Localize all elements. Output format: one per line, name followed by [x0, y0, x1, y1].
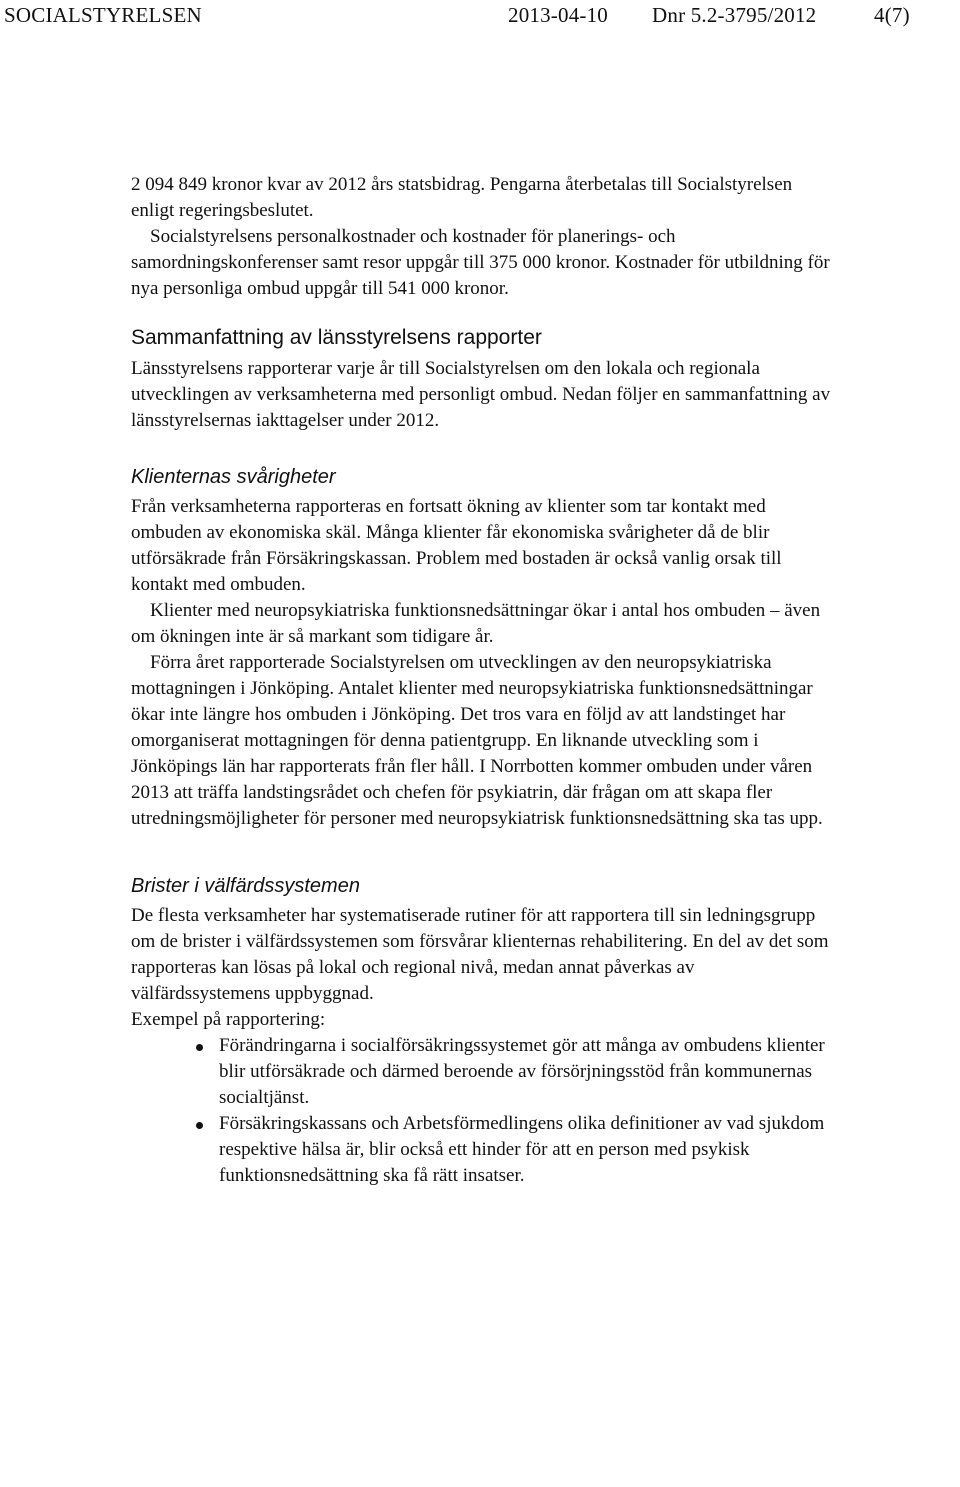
summary-heading: Sammanfattning av länsstyrelsens rapporter [131, 326, 542, 349]
clients-heading: Klienternas svårigheter [131, 466, 336, 488]
list-item-text: Förändringarna i socialförsäkringssystemet gör att många av ombudens klienter blir utförsäkrade och därmed beroende av försörjningsstöd från kommunernas socialtjänst. [219, 1035, 825, 1108]
bullet-icon [196, 1044, 203, 1051]
list-item [131, 1111, 831, 1189]
clients-paragraph-1: Från verksamheterna rapporteras en fortsatt ökning av klienter som tar kontakt med ombuden av ekonomiska skäl. Många klienter får ekonomiska svårigheter då de blir utförsäkrade från Försäkringskassan. Problem med bostaden är också vanlig orsak till kontakt med ombuden. [131, 496, 782, 595]
document-body [131, 172, 831, 1189]
list-item [131, 1033, 831, 1111]
intro-paragraph-1: 2 094 849 kronor kvar av 2012 års statsbidrag. Pengarna återbetalas till Socialstyrelsen enligt regeringsbeslutet. [131, 174, 793, 221]
header-reference-number: Dnr 5.2-3795/2012 [652, 3, 817, 27]
welfare-heading: Brister i välfärdssystemen [131, 875, 360, 897]
examples-list [131, 1033, 831, 1189]
welfare-paragraph: De flesta verksamheter har systematiserade rutiner för att rapportera till sin ledningsgrupp om de brister i välfärdssystemen som försvårar klienternas rehabilitering. En del av det som rapporteras kan lösas på lokal och regional nivå, medan annat påverkas av välfärdssystemens uppbyggnad. [131, 905, 829, 1004]
header-date: 2013-04-10 [508, 3, 608, 27]
examples-label: Exempel på rapportering: [131, 1009, 326, 1030]
clients-paragraph-3: Förra året rapporterade Socialstyrelsen om utvecklingen av den neuropsykiatriska mottagningen i Jönköping. Antalet klienter med neuropsykiatriska funktionsnedsättningar ökar inte längre hos ombuden i Jönköping. Det tros vara en följd av att landstinget har omorganiserat mottagningen för denna patientgrupp. En liknande utveckling som i Jönköpings län har rapporterats från fler håll. I Norrbotten kommer ombuden under våren 2013 att träffa landstingsrådet och chefen för psykiatrin, där frågan om att skapa fler utredningsmöjligheter för personer med neuropsykiatrisk funktionsnedsättning ska tas upp. [131, 652, 823, 829]
summary-paragraph: Länsstyrelsens rapporterar varje år till Socialstyrelsen om den lokala och regionala utvecklingen av verksamheterna med personligt ombud. Nedan följer en sammanfattning av länsstyrelsernas iakttagelser under 2012. [131, 358, 831, 431]
list-item-text: Försäkringskassans och Arbetsförmedlingens olika definitioner av vad sjukdom respektive hälsa är, blir också ett hinder för att en person med psykisk funktionsnedsättning ska få rätt insatser. [219, 1113, 825, 1186]
intro-paragraph-2: Socialstyrelsens personalkostnader och kostnader för planerings- och samordningskonferenser samt resor uppgår till 375 000 kronor. Kostnader för utbildning för nya personliga ombud uppgår till 541 000 kronor. [131, 226, 830, 299]
clients-paragraph-2: Klienter med neuropsykiatriska funktionsnedsättningar ökar i antal hos ombuden – även om ökningen inte är så markant som tidigare år. [131, 600, 821, 647]
bullet-icon [196, 1122, 203, 1129]
header-organization: SOCIALSTYRELSEN [4, 3, 202, 27]
page-header [0, 0, 960, 30]
header-page-number: 4(7) [874, 3, 910, 27]
